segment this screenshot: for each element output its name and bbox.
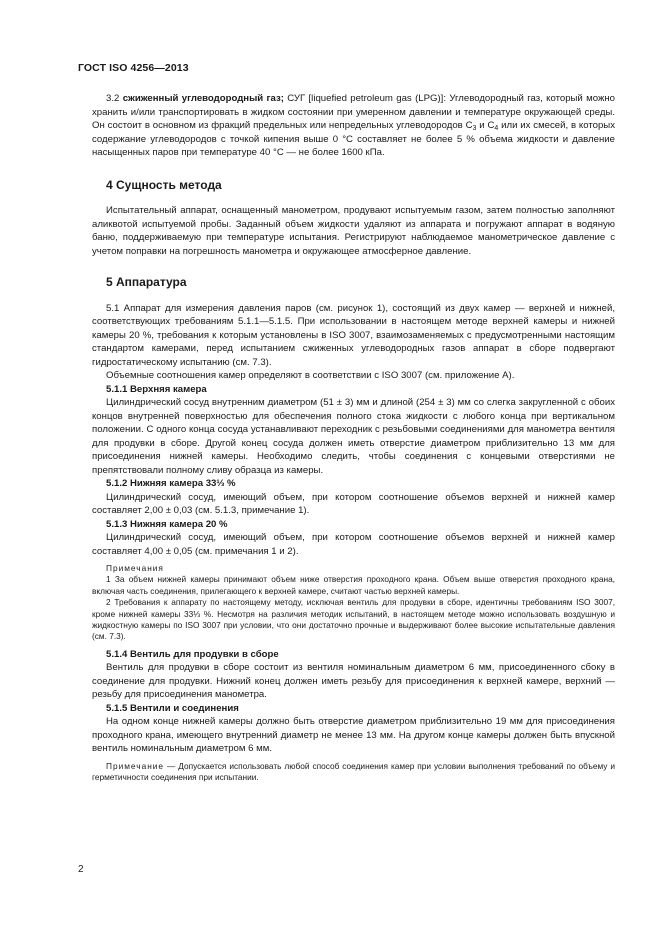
page-content [92, 92, 615, 784]
subsection-5-1-1-text: Цилиндрический сосуд внутренним диаметром (51 ± 3) мм и длиной (254 ± 3) мм со слегка закругленной с обоих концов внутренней поверхностью для обеспечения полного стока жидкости с любого конца при вертикальном положении. С одного конца сосуда устанавливают переходник с резьбовыми соединениями для манометра вентиля для продувки в сборе. Другой конец сосуда должен иметь отверстие диаметром приблизительно 13 мм для присоединения нижней камеры. Необходимо следить, чтобы соединения с концевыми отверстиями не препятствовали полному сливу образца из камеры. [92, 397, 615, 476]
subsection-5-1-5-heading: 5.1.5 Вентили и соединения [106, 702, 239, 714]
note-2: 2 Требования к аппарату по настоящему методу, исключая вентиль для продувки в сборе, идентичны требованиям ISO 3007, кроме нижней камеры 33⅓ %. Несмотря на различия методик испытаний, в настоящем методе можно использовать воздушную и жидкостную камеры по ISO 3007 при условии, что они достаточно прочные и выдерживают более высокие испытательные давления (см. 7.3). [92, 597, 615, 642]
section-5-heading: 5 Аппаратура [106, 275, 187, 289]
notes-heading: Примечания [106, 563, 164, 573]
section-5-1-volume-paragraph: Объемные соотношения камер определяют в соответствии с ISO 3007 (см. приложение А). [106, 370, 515, 381]
running-header: ГОСТ ISO 4256—2013 [78, 62, 189, 74]
section-4-heading: 4 Сущность метода [106, 177, 222, 192]
subsection-5-1-2-heading: 5.1.2 Нижняя камера 33⅓ % [106, 478, 236, 489]
section-5-1-paragraph: 5.1 Аппарат для измерения давления паров (см. рисунок 1), состоящий из двух камер — верхней и нижней, соответствующих требованиям 5.1.1—5.1.5. При использовании в настоящем методе верхней камеры и нижней камеры 20 %, требования к которым установлены в ISO 3007, взаимозаменяемых с предусмотренными настоящим стандартом камерами, перед испытанием сжиженных углеводородных газов аппарат в сборе подвергают гидростатическому испытанию (см. 7.3). [92, 302, 615, 368]
definition-3-2: 3.2 сжиженный углеводородный газ; СУГ [liquefied petroleum gas (LPG)]: Углеводородный газ, который можно хранить и/или транспортировать в жидком состоянии при умеренном давлении и температуре окружающей среды. Он состоит в основном из фракций предельных или непредельных углеводородов $С_3$ и $С_4$ или их смесей, в которых содержание углеводородов с точкой кипения выше 0 °С составляет не более 5 % объема жидкости и давление насыщенных паров при температуре 40 °С — не более 1600 кПа. [92, 93, 615, 158]
final-note [92, 761, 615, 784]
final-note-text: — Допускается использовать любой способ соединения камер при условии выполнения требований по объему и герметичности соединения при испытании. [92, 760, 615, 783]
final-note-label: Примечание [106, 760, 165, 771]
subsection-5-1-2-text: Цилиндрический сосуд, имеющий объем, при котором соотношение объемов верхней и нижней камер составляет 2,00 ± 0,03 (см. 5.1.3, примечание 1). [92, 491, 615, 516]
definition-term: сжиженный углеводородный газ; [122, 93, 284, 104]
subsection-5-1-3-text: Цилиндрический сосуд, имеющий объем, при котором соотношение объемов верхней и нижней камер составляет 4,00 ± 0,05 (см. примечания 1 и 2). [92, 532, 615, 557]
subsection-5-1-4-heading: 5.1.4 Вентиль для продувки в сборе [106, 648, 279, 660]
page-number: 2 [78, 864, 84, 875]
subsection-5-1-4-text: Вентиль для продувки в сборе состоит из вентиля номинальным диаметром 6 мм, присоединенного сбоку в соединение для продувки. Нижний конец должен иметь резьбу для присоединения к верхней камере, верхний — резьбу для присоединения манометра. [92, 662, 615, 701]
section-4-paragraph: Испытательный аппарат, оснащенный манометром, продувают испытуемым газом, затем полностью заполняют аликвотой испытуемой пробы. Заданный объем жидкости удаляют из аппарата и погружают аппарат в водяную баню, поддерживаемую при температуре испытания. Регистрируют наблюдаемое манометрическое давление с учетом поправки на погрешность манометра и окружающее атмосферное давление. [92, 205, 615, 257]
subsection-5-1-3-heading: 5.1.3 Нижняя камера 20 % [106, 518, 228, 530]
subsection-5-1-1-heading: 5.1.1 Верхняя камера [106, 383, 207, 395]
note-1: 1 За объем нижней камеры принимают объем ниже отверстия проходного крана. Объем выше отверстия проходного крана, включая часть соединения, прилегающего к верхней камере, считают частью верхней камеры. [92, 574, 615, 596]
definition-number: 3.2 [106, 93, 120, 104]
subsection-5-1-5-text: На одном конце нижней камеры должно быть отверстие диаметром приблизительно 19 мм для присоединения проходного крана, имеющего внутренний диаметр не менее 13 мм. На другом конце камеры должен быть впускной вентиль номинальным диаметром 6 мм. [92, 716, 615, 755]
